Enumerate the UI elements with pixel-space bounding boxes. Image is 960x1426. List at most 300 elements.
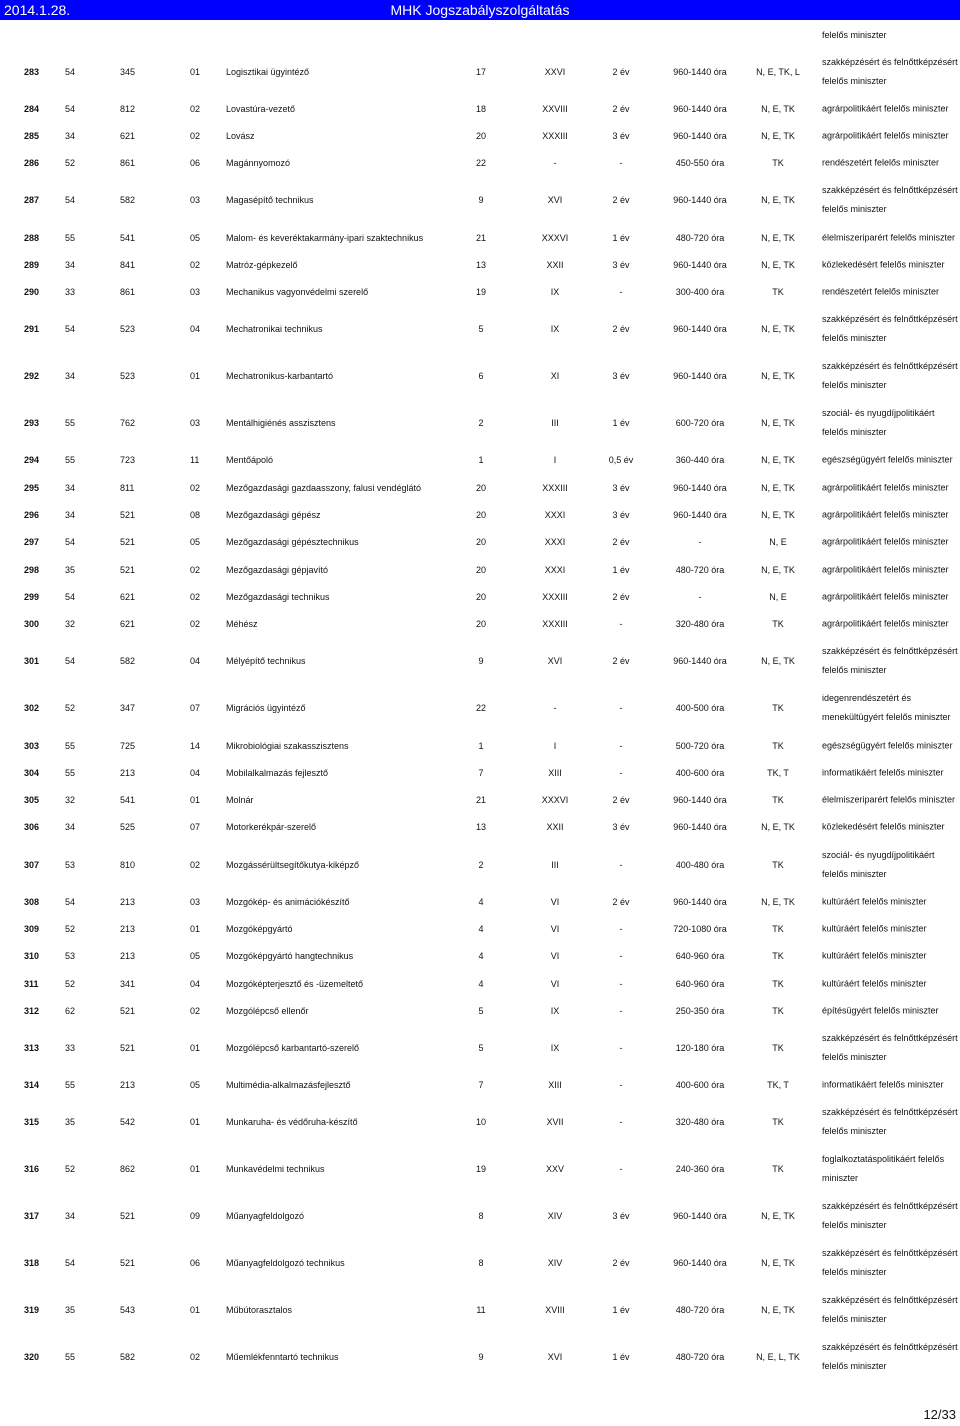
table-row <box>0 611 960 638</box>
responsible-minister: szakképzésért és felnőttképzésért felelős miniszter <box>822 361 958 391</box>
table-row <box>0 529 960 556</box>
code-part-3: 01 <box>190 1043 201 1054</box>
row-number: 286 <box>24 158 40 169</box>
row-number: 318 <box>24 1258 40 1269</box>
sector-number: 21 <box>475 795 486 806</box>
qualification-name: Mentálhigiénés asszisztens <box>226 418 336 429</box>
exam-types: N, E, TK <box>761 324 795 335</box>
exam-types: N, E, L, TK <box>756 1352 800 1363</box>
sector-number: 20 <box>475 619 486 630</box>
code-part-1: 55 <box>65 418 76 429</box>
exam-types: N, E, TK <box>761 1211 795 1222</box>
sector-roman: XXII <box>546 822 564 833</box>
code-part-3: 01 <box>190 371 201 382</box>
row-number: 300 <box>24 619 40 630</box>
exam-types: N, E, TK <box>761 418 795 429</box>
code-part-1: 34 <box>65 822 76 833</box>
table-row <box>0 915 960 942</box>
code-part-1: 52 <box>65 978 76 989</box>
sector-roman: XVIII <box>545 1305 565 1316</box>
sector-roman: XXII <box>546 259 564 270</box>
code-part-1: 54 <box>65 1258 76 1269</box>
table-row <box>0 224 960 251</box>
responsible-minister: szakképzésért és felnőttképzésért felelős miniszter <box>822 1107 958 1137</box>
training-hours: 480-720 óra <box>675 1352 725 1363</box>
sector-number: 4 <box>478 978 484 989</box>
code-part-3: 01 <box>190 795 201 806</box>
sector-roman: XVI <box>547 1352 563 1363</box>
sector-number: 6 <box>478 371 484 382</box>
code-part-3: 02 <box>190 859 201 870</box>
responsible-minister: szakképzésért és felnőttképzésért felelős miniszter <box>822 56 958 86</box>
code-part-2: 810 <box>120 859 136 870</box>
sector-roman: XXXIII <box>542 482 568 493</box>
qualification-name: Műanyagfeldolgozó <box>226 1211 305 1222</box>
sector-number: 2 <box>478 859 484 870</box>
exam-types: N, E, TK <box>761 564 795 575</box>
row-number: 298 <box>24 564 40 575</box>
table-row <box>0 814 960 841</box>
training-hours: 960-1440 óra <box>673 896 727 907</box>
code-part-2: 725 <box>120 740 136 751</box>
qualification-name: Mobilalkalmazás fejlesztő <box>226 767 329 778</box>
code-part-2: 523 <box>120 371 136 382</box>
training-duration: - <box>619 158 623 169</box>
training-duration: 2 év <box>612 656 630 667</box>
qualification-name: Mezőgazdasági gépésztechnikus <box>226 537 359 548</box>
code-part-3: 06 <box>190 1258 201 1269</box>
table-row <box>0 1287 960 1334</box>
row-number: 296 <box>24 510 40 521</box>
table-row <box>0 1072 960 1099</box>
code-part-2: 521 <box>120 1005 136 1016</box>
table-row <box>0 48 960 95</box>
row-number: 294 <box>24 455 40 466</box>
code-part-3: 01 <box>190 1164 201 1175</box>
code-part-1: 55 <box>65 767 76 778</box>
code-part-2: 521 <box>120 564 136 575</box>
exam-types: TK, T <box>767 767 789 778</box>
exam-types: N, E <box>769 537 787 548</box>
training-duration: 3 év <box>612 1211 630 1222</box>
responsible-minister: agrárpolitikáért felelős miniszter <box>822 482 949 493</box>
qualification-name: Matróz-gépkezelő <box>226 259 298 270</box>
training-hours: 320-480 óra <box>675 1117 725 1128</box>
training-duration: 2 év <box>612 103 630 114</box>
exam-types: N, E, TK <box>761 259 795 270</box>
code-part-1: 34 <box>65 510 76 521</box>
row-number: 293 <box>24 418 40 429</box>
training-hours: 720-1080 óra <box>673 923 727 934</box>
training-hours: 500-720 óra <box>675 740 725 751</box>
sector-roman: XXXI <box>544 510 566 521</box>
exam-types: TK <box>772 951 784 962</box>
code-part-1: 52 <box>65 1164 76 1175</box>
row-number: 304 <box>24 767 40 778</box>
sector-roman: I <box>553 455 557 466</box>
responsible-minister: egészségügyért felelős miniszter <box>822 740 953 750</box>
responsible-minister: szakképzésért és felnőttképzésért felelős miniszter <box>822 1201 958 1231</box>
row-number: 299 <box>24 591 40 602</box>
code-part-3: 03 <box>190 896 201 907</box>
row-number: 284 <box>24 103 40 114</box>
training-duration: 1 év <box>612 564 630 575</box>
training-hours: 960-1440 óra <box>673 195 727 206</box>
code-part-1: 52 <box>65 923 76 934</box>
code-part-1: 54 <box>65 896 76 907</box>
code-part-3: 02 <box>190 259 201 270</box>
table-row <box>0 1334 960 1381</box>
table-row <box>0 122 960 149</box>
sector-number: 20 <box>475 564 486 575</box>
training-duration: 2 év <box>612 324 630 335</box>
qualification-name: Mozgólépcső ellenőr <box>226 1005 309 1016</box>
exam-types: N, E, TK <box>761 482 795 493</box>
code-part-2: 541 <box>120 232 136 243</box>
code-part-1: 34 <box>65 259 76 270</box>
exam-types: TK <box>772 795 784 806</box>
sector-roman: VI <box>550 951 560 962</box>
training-duration: 2 év <box>612 795 630 806</box>
sector-roman: - <box>553 703 557 714</box>
qualification-name: Mikrobiológiai szakasszisztens <box>226 740 349 751</box>
exam-types: TK <box>772 1005 784 1016</box>
sector-roman: III <box>551 418 559 429</box>
qualification-name: Méhész <box>226 619 258 630</box>
responsible-minister: kultúráért felelős miniszter <box>822 896 927 907</box>
code-part-2: 542 <box>120 1117 136 1128</box>
sector-number: 4 <box>478 896 484 907</box>
qualification-name: Lovász <box>226 130 255 141</box>
exam-types: TK <box>772 859 784 870</box>
sector-number: 13 <box>475 259 486 270</box>
training-hours: 480-720 óra <box>675 232 725 243</box>
table-row <box>0 1146 960 1193</box>
sector-roman: XI <box>550 371 560 382</box>
code-part-1: 62 <box>65 1005 76 1016</box>
table-row <box>0 353 960 400</box>
code-part-2: 213 <box>120 923 136 934</box>
responsible-minister: informatikáért felelős miniszter <box>822 1079 944 1090</box>
sector-roman: I <box>553 740 557 751</box>
code-part-3: 05 <box>190 951 201 962</box>
table-row <box>0 1240 960 1287</box>
code-part-1: 34 <box>65 482 76 493</box>
exam-types: N, E, TK <box>761 232 795 243</box>
training-hours: 300-400 óra <box>675 287 725 298</box>
exam-types: N, E, TK <box>761 896 795 907</box>
table-row <box>0 400 960 447</box>
sector-roman: VI <box>550 896 560 907</box>
sector-number: 18 <box>475 103 486 114</box>
sector-roman: VI <box>550 923 560 934</box>
sector-number: 8 <box>478 1258 484 1269</box>
sector-number: 19 <box>475 287 486 298</box>
code-part-3: 02 <box>190 482 201 493</box>
sector-roman: XIV <box>547 1211 563 1222</box>
training-hours: 960-1440 óra <box>673 656 727 667</box>
table-row <box>0 786 960 813</box>
code-part-3: 01 <box>190 66 201 77</box>
sector-roman: XVII <box>546 1117 564 1128</box>
code-part-3: 05 <box>190 232 201 243</box>
exam-types: N, E, TK <box>761 455 795 466</box>
sector-roman: XXXI <box>544 564 566 575</box>
code-part-2: 812 <box>120 103 136 114</box>
qualification-name: Mezőgazdasági gépjavító <box>226 564 329 575</box>
code-part-3: 01 <box>190 1117 201 1128</box>
row-number: 289 <box>24 259 40 270</box>
code-part-2: 862 <box>120 1164 136 1175</box>
sector-roman: XXVI <box>544 66 566 77</box>
responsible-minister: rendészetért felelős miniszter <box>822 286 940 297</box>
training-duration: - <box>619 740 623 751</box>
sector-roman: VI <box>550 978 560 989</box>
responsible-minister: élelmiszeriparért felelős miniszter <box>822 794 956 805</box>
code-part-2: 521 <box>120 1043 136 1054</box>
qualification-name: Munkavédelmi technikus <box>226 1164 325 1175</box>
sector-number: 4 <box>478 923 484 934</box>
exam-types: TK <box>772 703 784 714</box>
code-part-2: 811 <box>120 482 135 493</box>
table-row <box>0 1099 960 1146</box>
qualification-name: Mentőápoló <box>226 455 274 466</box>
training-hours: 250-350 óra <box>675 1005 725 1016</box>
exam-types: N, E, TK <box>761 822 795 833</box>
row-number: 311 <box>24 978 39 989</box>
exam-types: N, E, TK <box>761 510 795 521</box>
responsible-minister: közlekedésért felelős miniszter <box>822 259 945 270</box>
training-hours: 960-1440 óra <box>673 822 727 833</box>
table-row <box>0 177 960 224</box>
table-row <box>0 150 960 177</box>
code-part-1: 33 <box>65 1043 76 1054</box>
qualification-name: Mélyépítő technikus <box>226 656 306 667</box>
qualification-name: Műanyagfeldolgozó technikus <box>226 1258 345 1269</box>
training-hours: 320-480 óra <box>675 619 725 630</box>
code-part-2: 621 <box>120 619 136 630</box>
responsible-minister: informatikáért felelős miniszter <box>822 767 944 778</box>
qualification-name: Mechatronikai technikus <box>226 324 323 335</box>
training-duration: 1 év <box>612 232 630 243</box>
code-part-1: 32 <box>65 619 76 630</box>
qualification-name: Mezőgazdasági technikus <box>226 591 330 602</box>
code-part-2: 213 <box>120 1080 136 1091</box>
code-part-1: 55 <box>65 455 76 466</box>
code-part-3: 05 <box>190 1080 201 1091</box>
training-duration: - <box>619 859 623 870</box>
row-number: 306 <box>24 822 40 833</box>
code-part-3: 02 <box>190 1005 201 1016</box>
responsible-minister: rendészetért felelős miniszter <box>822 157 940 168</box>
training-duration: 3 év <box>612 371 630 382</box>
sector-number: 9 <box>478 1352 484 1363</box>
table-row <box>0 278 960 305</box>
sector-number: 19 <box>475 1164 486 1175</box>
row-number: 314 <box>24 1080 40 1091</box>
sector-number: 22 <box>475 158 486 169</box>
row-number: 317 <box>24 1211 40 1222</box>
exam-types: TK <box>772 978 784 989</box>
code-part-2: 521 <box>120 1258 136 1269</box>
sector-roman: XIV <box>547 1258 563 1269</box>
sector-roman: XIII <box>548 1080 562 1091</box>
table-row <box>0 943 960 970</box>
code-part-3: 02 <box>190 619 201 630</box>
responsible-minister: foglalkoztatáspolitikáért felelős miniszter <box>822 1154 945 1184</box>
row-number: 309 <box>24 923 40 934</box>
training-duration: 1 év <box>612 1352 630 1363</box>
responsible-minister: agrárpolitikáért felelős miniszter <box>822 509 949 520</box>
code-part-3: 02 <box>190 130 201 141</box>
code-part-2: 341 <box>120 978 136 989</box>
table-row <box>0 759 960 786</box>
responsible-minister: agrárpolitikáért felelős miniszter <box>822 564 949 575</box>
code-part-2: 213 <box>120 896 136 907</box>
sector-roman: XXXIII <box>542 591 568 602</box>
responsible-minister: agrárpolitikáért felelős miniszter <box>822 103 949 114</box>
code-part-3: 11 <box>190 455 200 466</box>
code-part-2: 213 <box>120 767 136 778</box>
code-part-1: 54 <box>65 103 76 114</box>
code-part-2: 521 <box>120 537 136 548</box>
exam-types: TK <box>772 1117 784 1128</box>
page-number: 12/33 <box>923 1407 956 1422</box>
sector-roman: IX <box>550 1005 560 1016</box>
table-row <box>0 95 960 122</box>
exam-types: TK <box>772 1164 784 1175</box>
table-row <box>0 501 960 528</box>
table-row <box>0 997 960 1024</box>
continued-minister-text: felelős miniszter <box>822 30 887 40</box>
table-row <box>0 447 960 474</box>
sector-number: 11 <box>476 1305 486 1316</box>
code-part-2: 582 <box>120 656 136 667</box>
row-number: 285 <box>24 130 40 141</box>
sector-roman: XXXIII <box>542 619 568 630</box>
sector-number: 8 <box>478 1211 484 1222</box>
qualification-name: Molnár <box>226 795 254 806</box>
training-duration: - <box>619 1005 623 1016</box>
training-duration: 2 év <box>612 66 630 77</box>
code-part-1: 35 <box>65 1305 76 1316</box>
training-duration: - <box>619 703 623 714</box>
qualification-name: Műemlékfenntartó technikus <box>226 1352 339 1363</box>
training-hours: 400-500 óra <box>675 703 725 714</box>
responsible-minister: agrárpolitikáért felelős miniszter <box>822 591 949 602</box>
responsible-minister: kultúráért felelős miniszter <box>822 978 927 989</box>
sector-roman: XVI <box>547 195 563 206</box>
training-duration: 1 év <box>612 1305 630 1316</box>
training-hours: 450-550 óra <box>675 158 725 169</box>
sector-number: 13 <box>475 822 486 833</box>
training-hours: 960-1440 óra <box>673 1211 727 1222</box>
training-hours: 400-600 óra <box>675 767 725 778</box>
table-row <box>0 1025 960 1072</box>
code-part-2: 841 <box>120 259 136 270</box>
code-part-1: 54 <box>65 324 76 335</box>
responsible-minister: egészségügyért felelős miniszter <box>822 454 953 465</box>
exam-types: N, E, TK <box>761 130 795 141</box>
code-part-3: 04 <box>190 978 201 989</box>
training-duration: 2 év <box>612 591 630 602</box>
training-hours: 600-720 óra <box>675 418 725 429</box>
row-number: 303 <box>24 740 40 751</box>
code-part-3: 02 <box>190 591 201 602</box>
exam-types: N, E, TK <box>761 195 795 206</box>
qualification-name: Mozgókép- és animációkészítő <box>226 896 350 907</box>
training-hours: 120-180 óra <box>675 1043 725 1054</box>
table-row <box>0 251 960 278</box>
training-hours: 960-1440 óra <box>673 1258 727 1269</box>
training-duration: - <box>619 1043 623 1054</box>
sector-roman: XVI <box>547 656 563 667</box>
code-part-3: 04 <box>190 656 201 667</box>
row-number: 302 <box>24 703 40 714</box>
qualification-name: Mechatronikus-karbantartó <box>226 371 334 382</box>
training-hours: 960-1440 óra <box>673 510 727 521</box>
code-part-1: 53 <box>65 951 76 962</box>
row-number: 287 <box>24 195 40 206</box>
code-part-1: 54 <box>65 591 76 602</box>
training-duration: 2 év <box>612 537 630 548</box>
code-part-1: 35 <box>65 1117 76 1128</box>
responsible-minister: szakképzésért és felnőttképzésért felelős miniszter <box>822 1248 958 1278</box>
sector-number: 20 <box>475 537 486 548</box>
responsible-minister: agrárpolitikáért felelős miniszter <box>822 618 949 629</box>
responsible-minister: szakképzésért és felnőttképzésért felelős miniszter <box>822 1342 958 1372</box>
qualification-name: Mezőgazdasági gazdaasszony, falusi vendéglátó <box>226 482 421 493</box>
code-part-3: 06 <box>190 158 201 169</box>
training-hours: 960-1440 óra <box>673 482 727 493</box>
code-part-1: 35 <box>65 564 76 575</box>
table-row <box>0 685 960 732</box>
row-number: 288 <box>24 232 40 243</box>
training-duration: 3 év <box>612 130 630 141</box>
code-part-1: 54 <box>65 537 76 548</box>
sector-number: 22 <box>475 703 486 714</box>
code-part-1: 34 <box>65 1211 76 1222</box>
responsible-minister: idegenrendészetért és menekültügyért felelős miniszter <box>822 693 951 723</box>
responsible-minister: építésügyért felelős miniszter <box>822 1005 939 1016</box>
code-part-2: 582 <box>120 1352 136 1363</box>
sector-number: 20 <box>475 510 486 521</box>
qualification-name: Mozgóképgyártó hangtechnikus <box>226 951 354 962</box>
qualification-name: Magánnyomozó <box>226 158 291 169</box>
responsible-minister: szakképzésért és felnőttképzésért felelős miniszter <box>822 1033 958 1063</box>
sector-number: 4 <box>478 951 484 962</box>
code-part-3: 03 <box>190 195 201 206</box>
row-number: 283 <box>24 66 40 77</box>
code-part-3: 01 <box>190 923 201 934</box>
responsible-minister: szakképzésért és felnőttképzésért felelős miniszter <box>822 646 958 676</box>
code-part-1: 55 <box>65 1352 76 1363</box>
code-part-3: 02 <box>190 1352 201 1363</box>
sector-number: 9 <box>478 195 484 206</box>
exam-types: TK <box>772 287 784 298</box>
exam-types: TK <box>772 158 784 169</box>
sector-roman: XXXVI <box>541 795 569 806</box>
responsible-minister: szakképzésért és felnőttképzésért felelős miniszter <box>822 314 958 344</box>
qualification-name: Mozgóképterjesztő és -üzemeltető <box>226 978 364 989</box>
responsible-minister: agrárpolitikáért felelős miniszter <box>822 536 949 547</box>
training-hours: 960-1440 óra <box>673 130 727 141</box>
sector-roman: IX <box>550 324 560 335</box>
table-row <box>0 1193 960 1240</box>
qualification-name: Logisztikai ügyintéző <box>226 66 310 77</box>
training-hours: 960-1440 óra <box>673 324 727 335</box>
code-part-2: 213 <box>120 951 136 962</box>
